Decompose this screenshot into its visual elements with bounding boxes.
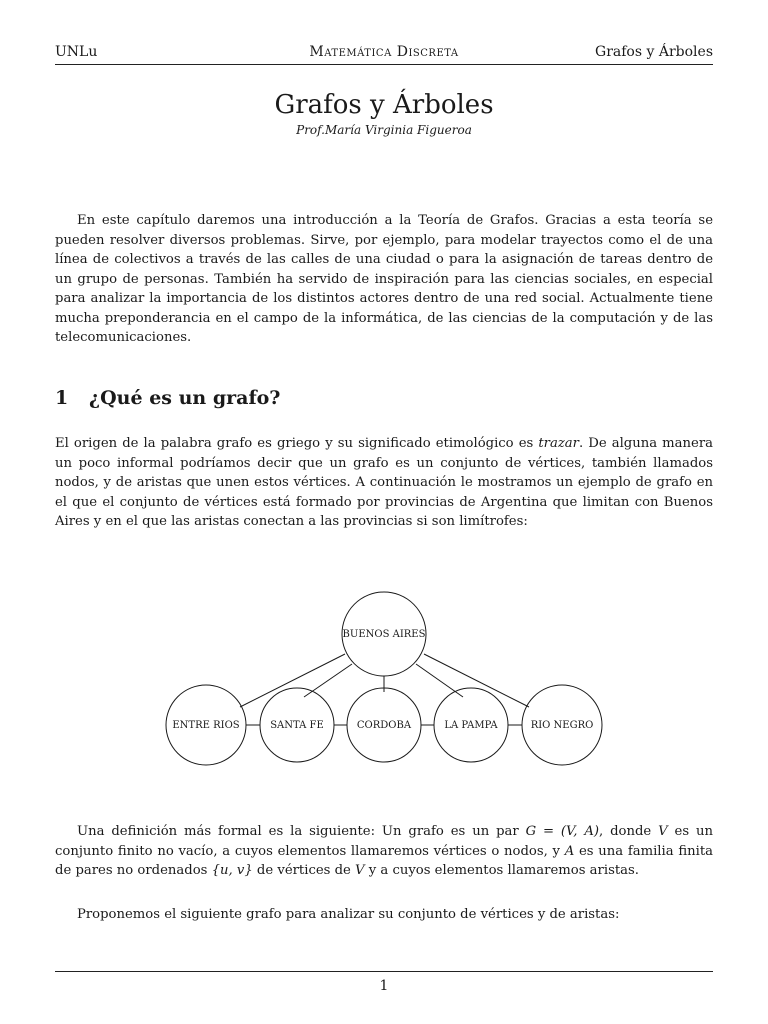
math-expression: V — [355, 863, 365, 878]
section-paragraph-3: Proponemos el siguiente grafo para analizar su conjunto de vértices y de aristas: — [77, 907, 620, 922]
running-header-left: UNLu — [55, 44, 98, 60]
node-label-buenos-aires: BUENOS AIRES — [342, 629, 426, 640]
document-title: Grafos y Árboles — [274, 90, 494, 120]
node-label-la-pampa: LA PAMPA — [444, 720, 498, 731]
emphasis-word: trazar — [538, 436, 579, 451]
math-expression: V — [658, 824, 668, 839]
paragraph-text: , donde — [599, 824, 659, 839]
math-expression: G = (V, A) — [525, 824, 600, 839]
paragraph-text: es una familia finita de pares no ordenados — [55, 843, 713, 878]
section-heading — [55, 387, 280, 409]
section-paragraph-1 — [55, 434, 713, 532]
node-label-entre-rios: ENTRE RIOS — [172, 720, 240, 731]
math-expression: A — [564, 843, 575, 859]
page-number: 1 — [379, 978, 389, 994]
footer-rule — [55, 971, 713, 972]
node-label-rio-negro: RIO NEGRO — [530, 720, 594, 731]
paragraph-text: Una definición más formal es la siguiente: Un grafo es un par — [77, 824, 526, 839]
section-number: 1 — [55, 387, 69, 409]
intro-paragraph: En este capítulo daremos una introducción a la Teoría de Grafos. Gracias a esta teoría se pueden resolver diversos problemas. Sirve, por ejemplo, para modelar trayectos como el de una línea de colectivos a través de las calles de una ciudad o para la asignación de tareas dentro de un grupo de personas. También ha servido de inspiración para las ciencias sociales, en especial para analizar la importancia de los distintos actores dentro de una red social. Actualmente tiene mucha preponderancia en el campo de la informática, de las ciencias de la computación y de las telecomunicaciones. — [55, 213, 713, 345]
section-paragraph-2 — [55, 822, 713, 881]
running-header-center: Matemática Discreta — [309, 44, 459, 60]
author-line: Prof.María Virginia Figueroa — [296, 123, 472, 137]
paragraph-text: El origen de la palabra grafo es griego y su significado etimológico es — [55, 436, 539, 451]
paragraph-text: y a cuyos elementos llamaremos aristas. — [364, 863, 639, 878]
edge-buenosaires-lapampa — [416, 664, 463, 697]
paragraph-text: de vértices de — [252, 863, 356, 878]
node-label-santa-fe: SANTA FE — [270, 720, 324, 731]
edge-buenosaires-entrerios — [240, 654, 345, 707]
running-header-right: Grafos y Árboles — [595, 44, 713, 60]
header-rule — [55, 64, 713, 65]
paragraph-text: es un conjunto finito no vacío, a cuyos elementos llamaremos vértices o nodos, y — [55, 824, 713, 859]
edge-buenosaires-santafe — [304, 664, 352, 697]
node-label-cordoba: CORDOBA — [356, 720, 412, 731]
provinces-graph — [160, 580, 610, 785]
math-expression: {u, v} — [211, 863, 253, 878]
section-title: ¿Qué es un grafo? — [89, 387, 281, 409]
paragraph-text: . De alguna manera un poco informal podríamos decir que un grafo es un conjunto de vértices, también llamados nodos, y de aristas que unen estos vértices. A continuación le mostramos un ejemplo de grafo en el que el conjunto de vértices está formado por provincias de Argentina que limitan con Buenos Aires y en el que las aristas conectan a las provincias si son limítrofes: — [55, 436, 713, 529]
